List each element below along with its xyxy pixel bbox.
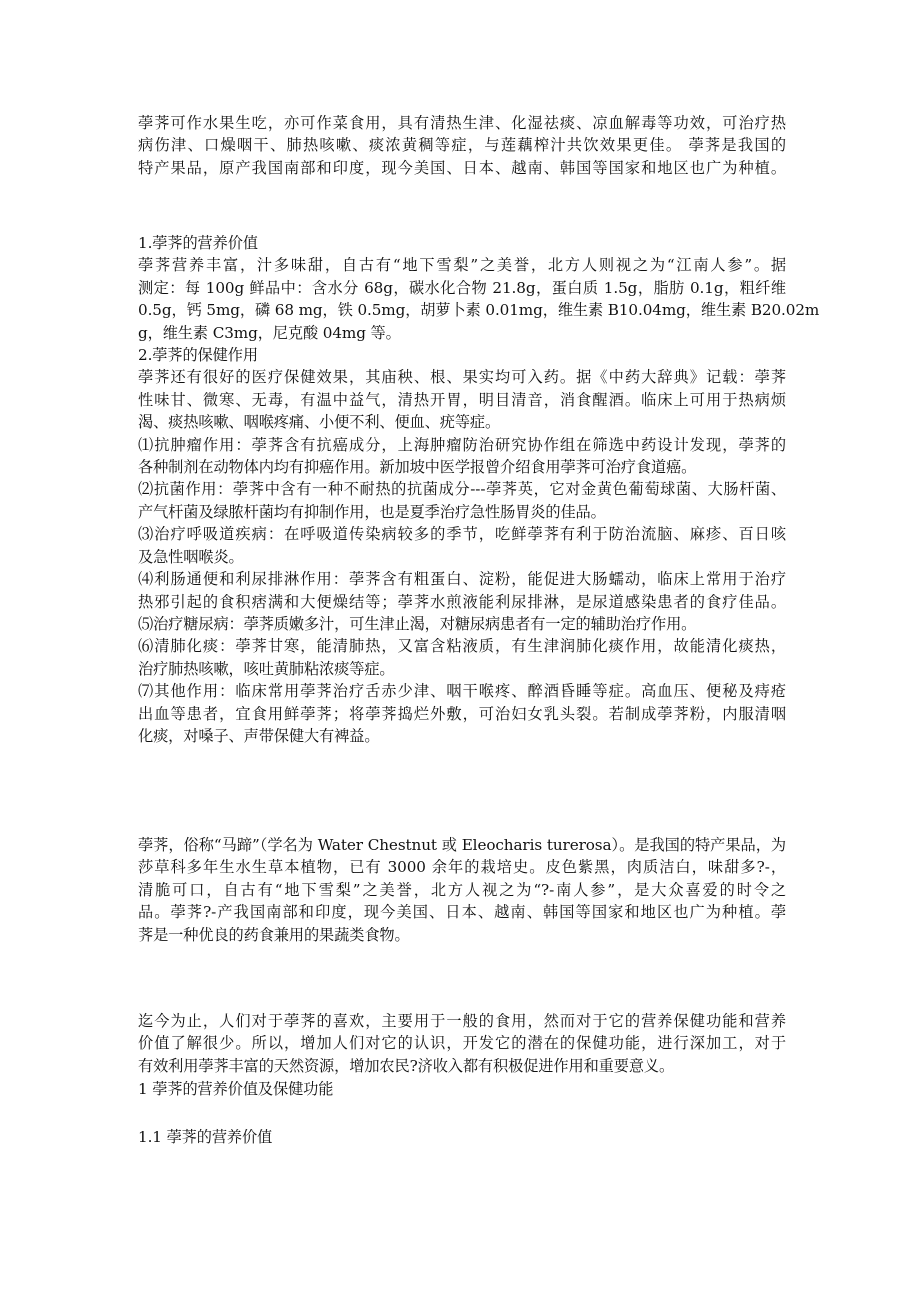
research-significance-paragraph bbox=[138, 1010, 786, 1077]
paragraph-line: 有效利用荸荠丰富的天然资源，增加农民?济收入都有积极促进作用和重要意义。 bbox=[138, 1056, 675, 1075]
list-item-antitumor: ⑴抗肿瘤作用：荸荠含有抗癌成分，上海肿瘤防治研究协作组在筛选中药设计发现，荸荠的 bbox=[138, 435, 786, 454]
paragraph-line: 莎草科多年生水生草本植物，已有 3000 余年的栽培史。皮色紫黑，肉质洁白，味甜多?-， bbox=[138, 858, 786, 877]
chestnut-intro-paragraph bbox=[138, 834, 786, 946]
heading-1 bbox=[138, 1078, 786, 1100]
paragraph-line: 清脆可口，自古有“地下雪梨”之美誉，北方人视之为“?-南人参”，是大众喜爱的时令之 bbox=[138, 880, 786, 899]
list-item-diabetes: ⑸治疗糖尿病：荸荠质嫩多汁，可生津止渴，对糖尿病患者有一定的辅助治疗作用。 bbox=[138, 614, 697, 633]
list-item-respiratory: 及急性咽喉炎。 bbox=[138, 547, 244, 566]
section-line: g，维生素 C3mg，尼克酸 04mg 等。 bbox=[138, 323, 401, 342]
paragraph-line: 荠是一种优良的药食兼用的果蔬类食物。 bbox=[138, 925, 410, 944]
list-item-other: ⑺其他作用：临床常用荸荠治疗舌赤少津、咽干喉疼、醉酒昏睡等症。高血压、便秘及痔疮 bbox=[138, 682, 786, 701]
section-line: 荸荠还有很好的医疗保健效果，其庙秧、根、果实均可入药。据《中药大辞典》记载：荸荠 bbox=[138, 368, 786, 387]
paragraph-line: 品。荸荠?-产我国南部和印度，现今美国、日本、越南、韩国等国家和地区也广为种植。荸 bbox=[138, 903, 786, 922]
section-heading: 2.荸荠的保健作用 bbox=[138, 346, 258, 365]
section-line: 渴、痰热咳嗽、咽喉疼痛、小便不利、便血、疣等症。 bbox=[138, 413, 501, 432]
paragraph-line: 价值了解很少。所以，增加人们对它的认识，开发它的潜在的保健功能，进行深加工，对于 bbox=[138, 1034, 786, 1053]
section-heading: 1.荸荠的营养价值 bbox=[138, 234, 258, 252]
list-item-antibacterial: 产气杆菌及绿脓杆菌均有抑制作用，也是夏季治疗急性肠胃炎的佳品。 bbox=[138, 502, 606, 521]
list-item-respiratory: ⑶治疗呼吸道疾病：在呼吸道传染病较多的季节，吃鲜荸荠有利于防治流脑、麻疹、百日咳 bbox=[138, 525, 786, 544]
intro-line: 病伤津、口燥咽干、肺热咳嗽、痰浓黄稠等症，与莲藕榨汁共饮效果更佳。 荸荠是我国的 bbox=[138, 136, 786, 155]
section-line: 荸荠营养丰富，汁多味甜，自古有“地下雪梨”之美誉，北方人则视之为“江南人参”。据 bbox=[138, 256, 786, 275]
intro-paragraph bbox=[138, 112, 786, 179]
list-item-lung: 治疗肺热咳嗽，咳吐黄肺粘浓痰等症。 bbox=[138, 659, 395, 678]
list-item-other: 化痰，对嗓子、声带保健大有裨益。 bbox=[138, 726, 380, 745]
paragraph-line: 荸荠，俗称“马蹄”（学名为 Water Chestnut 或 Eleocharis turerosa）。是我国的特产果品，为 bbox=[138, 836, 786, 854]
list-item-bowel-urinary: ⑷利肠通便和利尿排淋作用：荸荠含有粗蛋白、淀粉，能促进大肠蠕动，临床上常用于治疗 bbox=[138, 570, 786, 589]
section-line: 0.5g，钙 5mg，磷 68 mg，铁 0.5mg，胡萝卜素 0.01mg，维生素 B10.04mg，维生素 B20.02m bbox=[138, 301, 820, 320]
heading-text: 1.1 荸荠的营养价值 bbox=[138, 1128, 273, 1146]
section-nutrition bbox=[138, 232, 820, 747]
list-item-antitumor: 各种制剂在动物体内均有抑癌作用。新加坡中医学报曾介绍食用荸荠可治疗食道癌。 bbox=[138, 458, 697, 477]
paragraph-line: 迄今为止，人们对于荸荠的喜欢，主要用于一般的食用，然而对于它的营养保健功能和营养 bbox=[138, 1012, 786, 1030]
list-item-bowel-urinary: 热邪引起的食积痞满和大便燥结等；荸荠水煎液能利尿排淋，是尿道感染患者的食疗佳品。 bbox=[138, 592, 786, 611]
list-item-antibacterial: ⑵抗菌作用：荸荠中含有一种不耐热的抗菌成分---荸荠英，它对金黄色葡萄球菌、大肠杆菌、 bbox=[138, 480, 786, 499]
heading-1-1 bbox=[138, 1126, 786, 1148]
heading-text: 1 荸荠的营养价值及保健功能 bbox=[138, 1080, 334, 1098]
intro-line: 特产果品，原产我国南部和印度，现今美国、日本、越南、韩国等国家和地区也广为种植。 bbox=[138, 158, 786, 177]
intro-line: 荸荠可作水果生吃，亦可作菜食用，具有清热生津、化湿祛痰、凉血解毒等功效，可治疗热 bbox=[138, 114, 786, 132]
section-line: 测定：每 100g 鲜品中：含水分 68g，碳水化合物 21.8g，蛋白质 1.5g，脂肪 0.1g，粗纤维 bbox=[138, 278, 786, 297]
list-item-other: 出血等患者，宜食用鲜荸荠；将荸荠捣烂外敷，可治妇女乳头裂。若制成荸荠粉，内服清咽 bbox=[138, 704, 786, 723]
list-item-lung: ⑹清肺化痰：荸荠甘寒，能清肺热，又富含粘液质，有生津润肺化痰作用，故能清化痰热， bbox=[138, 637, 786, 656]
section-line: 性味甘、微寒、无毒，有温中益气，清热开胃，明目清音，消食醒酒。临床上可用于热病烦 bbox=[138, 390, 786, 409]
